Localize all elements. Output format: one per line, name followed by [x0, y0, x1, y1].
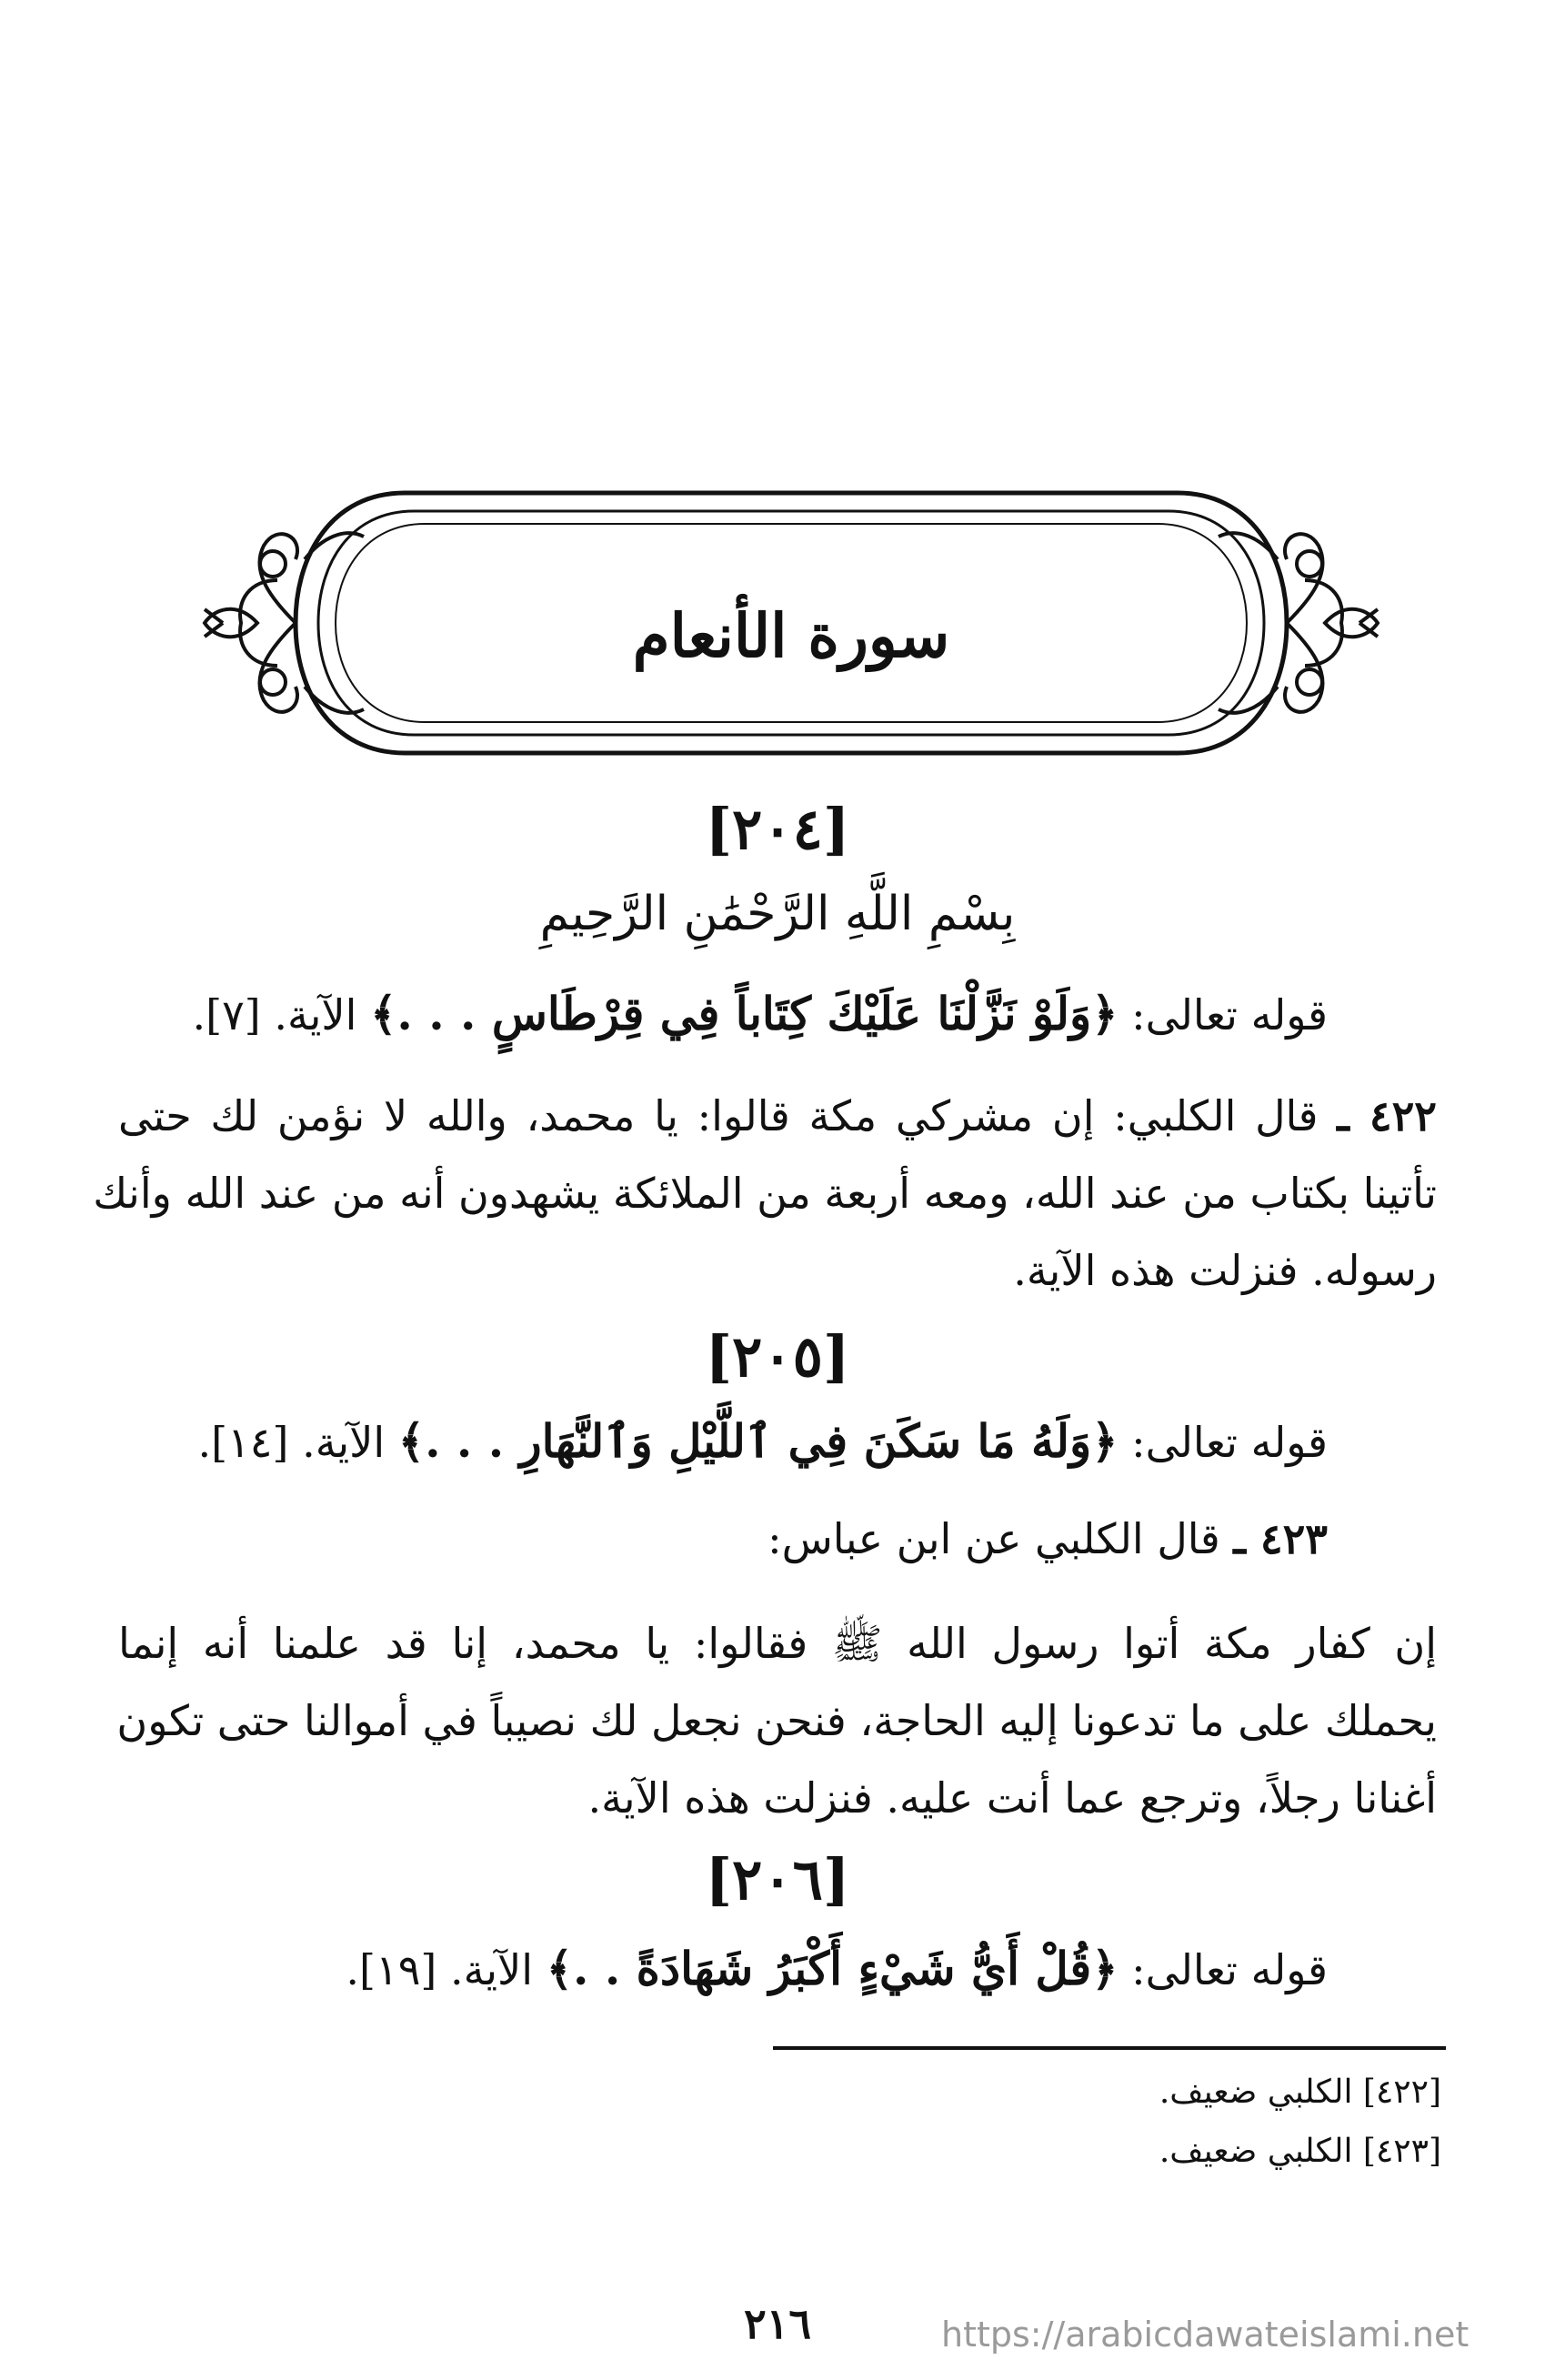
section-number: [٢٠٦]	[705, 1846, 850, 1913]
quran-verse: ﴿قُلْ أَيُّ شَيْءٍ أَكْبَرُ شَهَادَةً . .﴾	[546, 1942, 1119, 1995]
basmala: بِسْمِ اللَّهِ الرَّحْمَٰنِ الرَّحِيمِ	[539, 887, 1016, 941]
verse-line	[155, 1942, 1328, 1996]
narration-line: إن كفار مكة أتوا رسول الله ﷺ فقالوا: يا محمد، إنا قد علمنا أنه إنما	[118, 1619, 1437, 1668]
verse-intro: قوله تعالى:	[1131, 1418, 1328, 1467]
verse-reference: الآية. [١٤].	[197, 1418, 386, 1467]
narration-number: ٤٢٢ ـ	[1337, 1091, 1437, 1140]
verse-intro: قوله تعالى:	[1131, 990, 1328, 1039]
verse-line	[155, 1414, 1328, 1469]
verse-line	[155, 987, 1328, 1041]
narration-line: يحملك على ما تدعونا إليه الحاجة، فنحن نجعل لك نصيباً في أموالنا حتى تكون	[116, 1696, 1437, 1745]
surah-title-frame	[186, 473, 1396, 773]
quran-verse: ﴿وَلَهُ مَا سَكَنَ فِي ٱللَّيْلِ وَٱلنَّهَارِ . . .﴾	[397, 1414, 1119, 1468]
narration-line	[118, 1091, 1437, 1141]
page-number: ٢١٦	[743, 2299, 812, 2348]
narration-text: قال الكلبي عن ابن عباس:	[767, 1514, 1220, 1563]
footnote-divider	[773, 2046, 1446, 2050]
narration-line	[155, 1514, 1328, 1564]
watermark: https://arabicdawateislami.net	[941, 2315, 1470, 2355]
quran-verse: ﴿وَلَوْ نَزَّلْنَا عَلَيْكَ كِتَاباً فِي قِرْطَاسٍ . . .﴾	[370, 987, 1119, 1040]
narration-line: تأتينا بكتاب من عند الله، ومعه أربعة من الملائكة يشهدون أنه من عند الله وأنك	[93, 1169, 1437, 1218]
footnote: [٤٢٢] الكلبي ضعيف.	[1159, 2074, 1441, 2111]
verse-intro: قوله تعالى:	[1131, 1945, 1328, 1994]
verse-reference: الآية. [١٩].	[346, 1945, 534, 1994]
section-number: [٢٠٤]	[705, 796, 850, 862]
footnote: [٤٢٣] الكلبي ضعيف.	[1159, 2133, 1441, 2170]
narration-line: أغنانا رجلاً، وترجع عما أنت عليه. فنزلت هذه الآية.	[587, 1773, 1437, 1823]
verse-reference: الآية. [٧].	[192, 990, 357, 1039]
section-number: [٢٠٥]	[705, 1323, 850, 1390]
narration-text: قال الكلبي: إن مشركي مكة قالوا: يا محمد، والله لا نؤمن لك حتى	[118, 1091, 1319, 1140]
surah-title: سورة الأنعام	[632, 600, 950, 671]
narration-number: ٤٢٣ ـ	[1233, 1514, 1328, 1563]
narration-line: رسوله. فنزلت هذه الآية.	[1013, 1246, 1437, 1295]
